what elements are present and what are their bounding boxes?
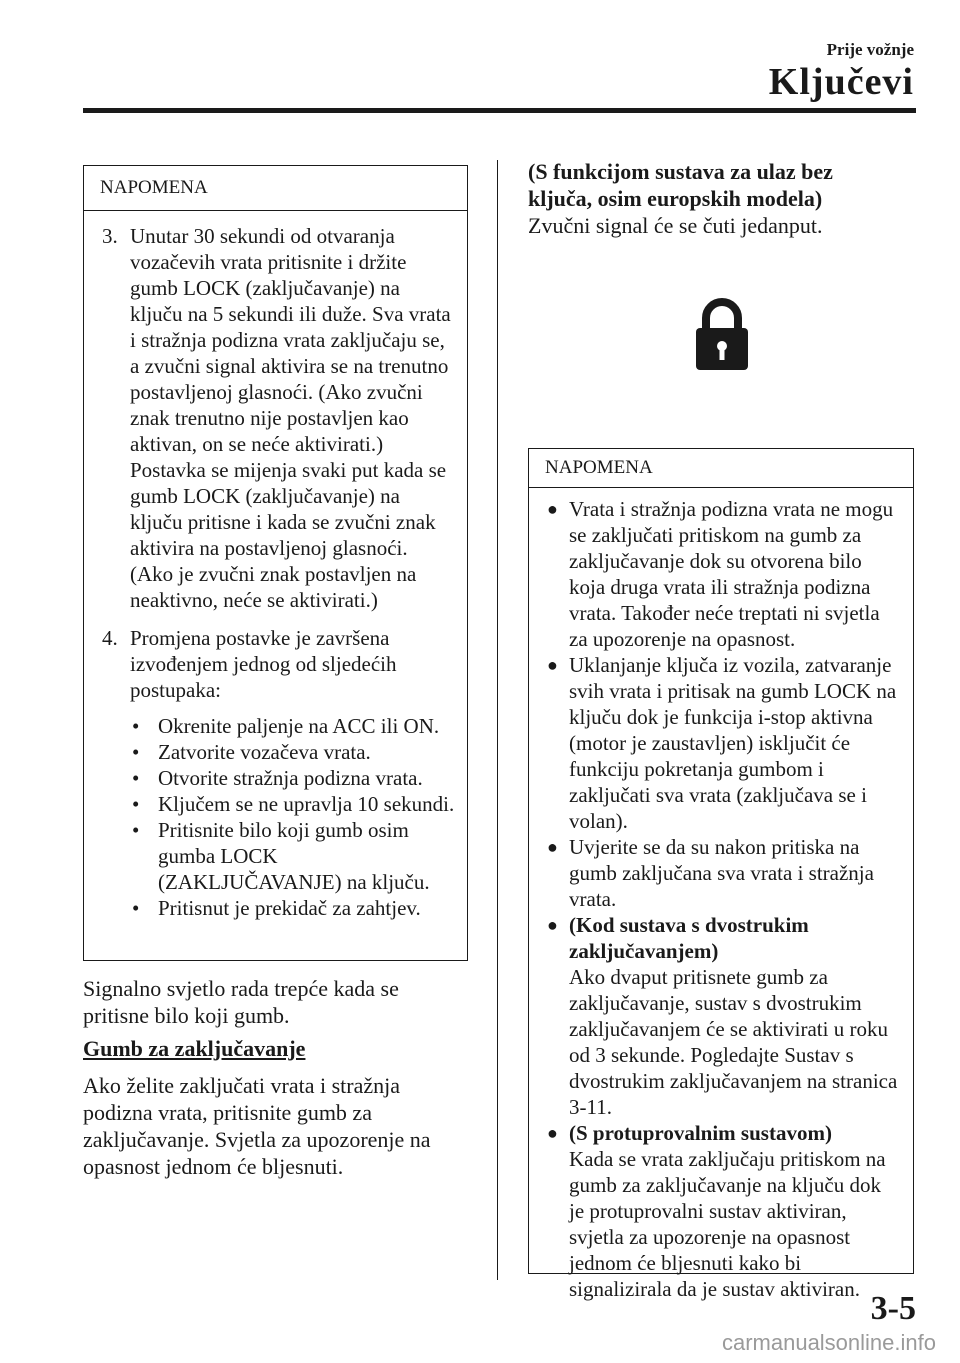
item-content [130, 625, 455, 921]
right-note-box [528, 448, 914, 1301]
page-title: Ključevi [768, 61, 914, 103]
list-item [547, 1120, 901, 1302]
signal-paragraph: Signalno svjetlo rada trepće kada se pritisne bilo koji gumb. [83, 976, 399, 1028]
bullet-icon: • [132, 896, 140, 920]
note-title: NAPOMENA [84, 166, 467, 211]
bullet-icon: ● [547, 655, 558, 675]
section-label: Prije vožnje [826, 40, 914, 59]
keyless-paragraph: Zvučni signal će se čuti jedanput. [528, 213, 823, 238]
list-item-text: Uklanjanje ključa iz vozila, zatvaranje svih vrata i pritisak na gumb LOCK na ključu dok je funkcija i-stop aktivna (motor je zaustavljen) isključit će funkciju pokretanja gumbom i zaključati sva vrata (zaključava se i volan). [569, 653, 897, 833]
list-item-text: Otvorite stražnja podizna vrata. [158, 766, 423, 790]
list-item-heading: (S protuprovalnim sustavom) [569, 1121, 832, 1145]
list-item [130, 895, 455, 921]
note-title: NAPOMENA [529, 449, 913, 488]
lock-button-heading: Gumb za zaključavanje [83, 1036, 306, 1061]
bullet-icon: • [132, 766, 140, 790]
column-divider [497, 160, 498, 1280]
bullet-icon: • [132, 714, 140, 738]
page-number: 3-5 [870, 1290, 916, 1327]
list-item-text: Ako dvaput pritisnete gumb za zaključavanje, sustav s dvostrukim zaključavanjem će se aktivirati u roku od 3 sekunde. Pogledajte Sustav s dvostrukim zaključavanjem na stranica 3-11. [569, 965, 898, 1119]
list-item-text: Uvjerite se da su nakon pritiska na gumb zaključana sva vrata i stražnja vrata. [569, 835, 874, 911]
list-item [547, 912, 901, 1120]
list-item [130, 791, 455, 817]
bullet-icon: ● [547, 837, 558, 857]
list-item-text: Ključem se ne upravlja 10 sekundi. [158, 792, 455, 816]
item-text: Promjena postavke je završena izvođenjem jednog od sljedećih postupaka: [130, 626, 397, 702]
list-item [130, 765, 455, 791]
lock-icon [694, 296, 750, 372]
header-rule [83, 108, 916, 113]
sub-list [130, 713, 455, 921]
bullet-icon: • [132, 792, 140, 816]
bullet-icon: ● [547, 915, 558, 935]
list-item-text: Pritisnite bilo koji gumb osim gumba LOCK (ZAKLJUČAVANJE) na ključu. [158, 818, 430, 894]
bullet-icon: ● [547, 1123, 558, 1143]
bullet-icon: ● [547, 499, 558, 519]
list-item-text: Pritisnut je prekidač za zahtjev. [158, 896, 421, 920]
note-item-3 [102, 223, 455, 613]
list-item-text: Zatvorite vozačeva vrata. [158, 740, 371, 764]
list-item-content [569, 1120, 901, 1302]
list-item [130, 817, 455, 895]
item-number: 3. [102, 224, 118, 248]
left-note-box [83, 165, 468, 961]
note-body [84, 211, 467, 941]
item-number: 4. [102, 626, 118, 650]
list-item-text: Okrenite paljenje na ACC ili ON. [158, 714, 440, 738]
note-item-4 [102, 625, 455, 921]
bullet-icon: • [132, 740, 140, 764]
note-body [529, 488, 913, 1310]
list-item [130, 739, 455, 765]
list-item-heading: (Kod sustava s dvostrukim zaključavanjem) [569, 913, 809, 963]
list-item-text: Vrata i stražnja podizna vrata ne mogu se zaključati pritiskom na gumb za zaključavanje dok su otvorena bilo koja druga vrata ili stražnja podizna vrata. Također neće treptati ni svjetla za upozorenje na opasnost. [569, 497, 894, 651]
list-item [547, 652, 901, 834]
bullet-icon: • [132, 818, 140, 842]
list-item [547, 496, 901, 652]
item-text: Unutar 30 sekundi od otvaranja vozačevih vrata pritisnite i držite gumb LOCK (zaključavanje) na ključu na 5 sekundi ili duže. Sva vrata i stražnja podizna vrata zaključaju se, a zvučni signal aktivira se na trenutno postavljenoj glasnoći. (Ako zvučni znak trenutno nije postavljen kao aktivan, on se neće aktivirati.) Postavka se mijenja svaki put kada se gumb LOCK (zaključavanje) na ključu pritisne i kada se zvučni znak aktivira na postavljenoj glasnoći. (Ako je zvučni znak postavljen na neaktivno, neće se aktivirati.) [130, 224, 451, 612]
list-item [130, 713, 455, 739]
list-item-content [569, 912, 901, 1120]
lock-button-paragraph: Ako želite zaključati vrata i stražnja podizna vrata, pritisnite gumb za zaključavanje. Svjetla za upozorenje na opasnost jednom će bljesnuti. [83, 1073, 431, 1179]
watermark: carmanualsonline.info [721, 1330, 936, 1355]
list-item [547, 834, 901, 912]
note-bullet-list [547, 496, 901, 1302]
list-item-text: Kada se vrata zaključaju pritiskom na gumb za zaključavanje na ključu dok je protuprovalni sustav aktiviran, svjetla za upozorenje na opasnost jednom će bljesnuti kako bi signalizirala da je sustav aktiviran. [569, 1147, 886, 1301]
keyless-heading: (S funkcijom sustava za ulaz bez ključa, osim europskih modela) [528, 159, 833, 211]
